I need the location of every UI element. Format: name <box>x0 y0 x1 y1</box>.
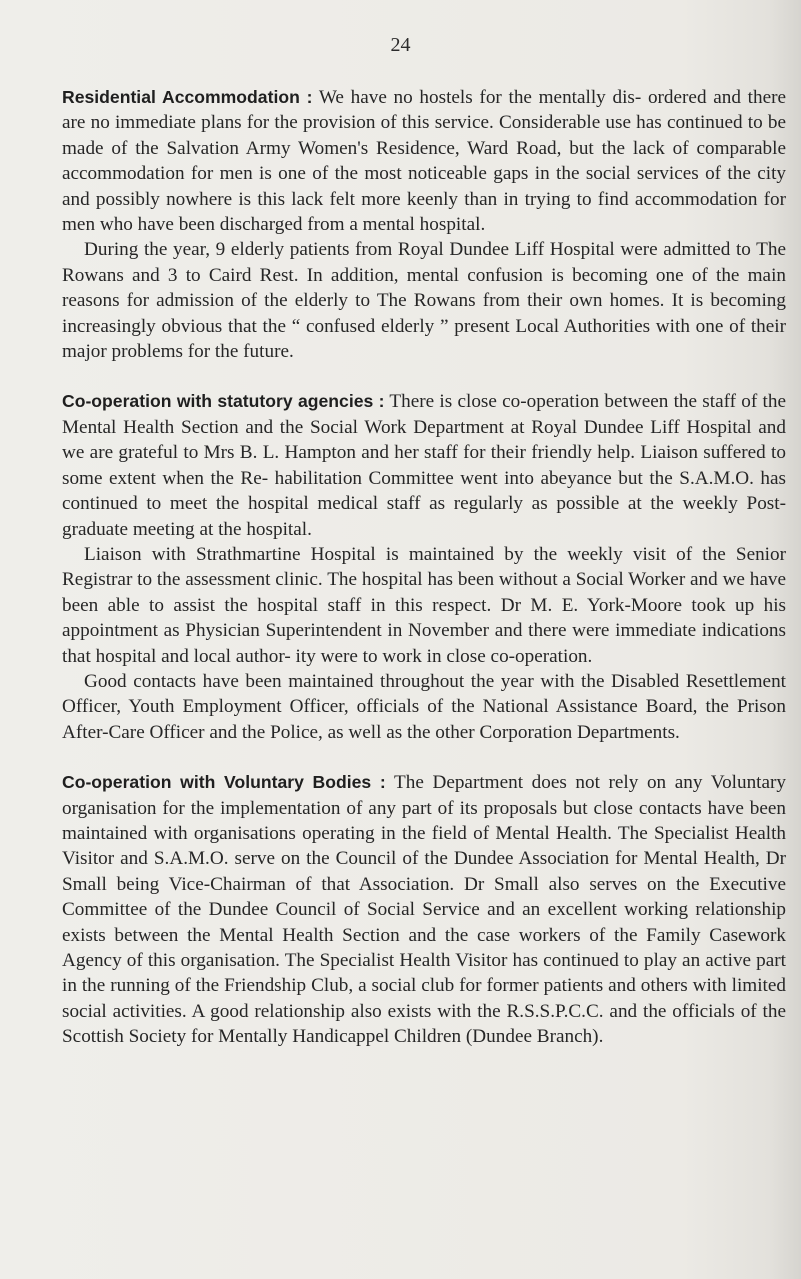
heading-voluntary-bodies: Co-operation with Voluntary Bodies : <box>62 772 386 793</box>
section-statutory-agencies-paragraph-3: Good contacts have been maintained throughout the year with the Disabled Resettlement Officer, Youth Employment Officer, officials of the National Assistance Board, the Prison After-Care Officer and the Police, as well as the other Corporation Departments. <box>62 670 786 743</box>
body-text <box>62 85 786 1050</box>
section-residential-accommodation-paragraph-1 <box>62 85 786 237</box>
section-residential-accommodation-paragraph-2: During the year, 9 elderly patients from Royal Dundee Liff Hospital were admitted to The Rowans and 3 to Caird Rest. In addition, mental confusion is becoming one of the main reasons for admission of the elderly to The Rowans from their own homes. It is becoming increasingly obvious that the “ confused elderly ” present Local Authorities with one of their major problems for the future. <box>62 239 786 363</box>
paragraph-text: There is close co-operation between the staff of the Mental Health Section and the Social Work Department at Royal Dundee Liff Hospital and we are grateful to Mrs B. L. Hampton and her staff for their friendly help. Liaison suffered to some extent when the Re- habilitation Committee went into abeyance but the S.A.M.O. has continued to meet the hospital medical staff as regularly as possible at the weekly Post- graduate meeting at the hospital. <box>62 391 786 540</box>
section-statutory-agencies-paragraph-1 <box>62 389 786 541</box>
section-voluntary-bodies-paragraph-1 <box>62 770 786 1049</box>
heading-residential-accommodation: Residential Accommodation : <box>62 87 313 107</box>
paragraph-text: We have no hostels for the mentally dis- ordered and there are no immediate plans for the provision of this service. Considerable use has continued to be made of the Salvation Army Women's Residence, Ward Road, but the lack of comparable accommodation for men is one of the most noticeable gaps in the social services of the city and possibly nowhere is this lack felt more keenly than in trying to find accommodation for men who have been discharged from a mental hospital. <box>62 87 786 236</box>
page-number: 24 <box>390 34 411 56</box>
paragraph-text: The Department does not rely on any Voluntary organisation for the implementation of any part of its proposals but close contacts have been maintained with organisations operating in the field of Mental Health. The Specialist Health Visitor and S.A.M.O. serve on the Council of the Dundee Association for Mental Health, Dr Small being Vice-Chairman of that Association. Dr Small also serves on the Executive Committee of the Dundee Council of Social Service and an excellent working relationship exists between the Mental Health Section and the case workers of the Family Casework Agency of this organisation. The Specialist Health Visitor has continued to play an active part in the running of the Friendship Club, a social club for former patients and others with limited social activities. A good relationship also exists with the R.S.S.P.C.C. and the officials of the Scottish Society for Mentally Handicappel Children (Dundee Branch). <box>62 772 787 1048</box>
section-statutory-agencies-paragraph-2: Liaison with Strathmartine Hospital is maintained by the weekly visit of the Senior Registrar to the assessment clinic. The hospital has been without a Social Worker and we have been able to assist the hospital staff in this respect. Dr M. E. York-Moore took up his appointment as Physician Superintendent in November and there were immediate indications that hospital and local author- ity were to work in close co-operation. <box>62 543 786 667</box>
heading-statutory-agencies: Co-operation with statutory agencies : <box>62 391 385 412</box>
